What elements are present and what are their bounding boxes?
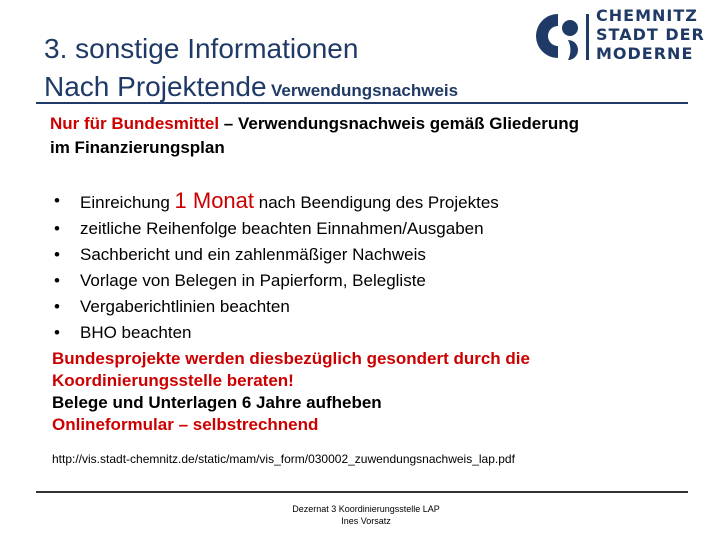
- logo-text: [596, 6, 705, 63]
- title-divider: [36, 102, 688, 104]
- logo-line-1: CHEMNITZ: [596, 6, 698, 25]
- footer-divider: [36, 491, 688, 493]
- form-link[interactable]: http://vis.stadt-chemnitz.de/static/mam/vis_form/030002_zuwendungsnachweis_lap.pdf: [52, 452, 515, 466]
- subtitle-main: Nach Projektende: [44, 71, 267, 102]
- footer-line-1: Dezernat 3 Koordinierungsstelle LAP: [292, 504, 440, 514]
- intro-text: [50, 112, 579, 160]
- logo-line-2: STADT DER: [596, 25, 705, 44]
- footer-line-2: Ines Vorsatz: [341, 516, 391, 526]
- list-item: • Vergaberichtlinien beachten: [50, 294, 690, 320]
- logo-line-3: MODERNE: [596, 44, 694, 63]
- subtitle-sub: Verwendungsnachweis: [271, 81, 459, 100]
- bullet-1-post: nach Beendigung des Projektes: [254, 193, 499, 212]
- note-line-1: Bundesprojekte werden diesbezüglich gesondert durch die: [52, 349, 530, 368]
- slide-title: 3. sonstige Informationen: [44, 33, 359, 64]
- footer: [256, 503, 476, 527]
- list-item: [50, 188, 690, 216]
- note-line-2: Koordinierungsstelle beraten!: [52, 371, 294, 390]
- bullet-1-emphasis: 1 Monat: [174, 188, 255, 213]
- list-item: • zeitliche Reihenfolge beachten Einnahmen/Ausgaben: [50, 216, 690, 242]
- bullet-list: [50, 188, 690, 346]
- intro-highlight: Nur für Bundesmittel: [50, 114, 220, 133]
- notes-block: [52, 348, 692, 436]
- note-line-4: Onlineformular – selbstrechnend: [52, 415, 319, 434]
- bullet-1-pre: Einreichung: [80, 193, 175, 212]
- list-item: • Sachbericht und ein zahlenmäßiger Nachweis: [50, 242, 690, 268]
- list-item: • Vorlage von Belegen in Papierform, Belegliste: [50, 268, 690, 294]
- intro-rest: – Verwendungsnachweis gemäß Gliederung: [219, 114, 579, 133]
- intro-line-2: im Finanzierungsplan: [50, 138, 225, 157]
- note-line-3: Belege und Unterlagen 6 Jahre aufheben: [52, 393, 382, 412]
- list-item: • BHO beachten: [50, 320, 690, 346]
